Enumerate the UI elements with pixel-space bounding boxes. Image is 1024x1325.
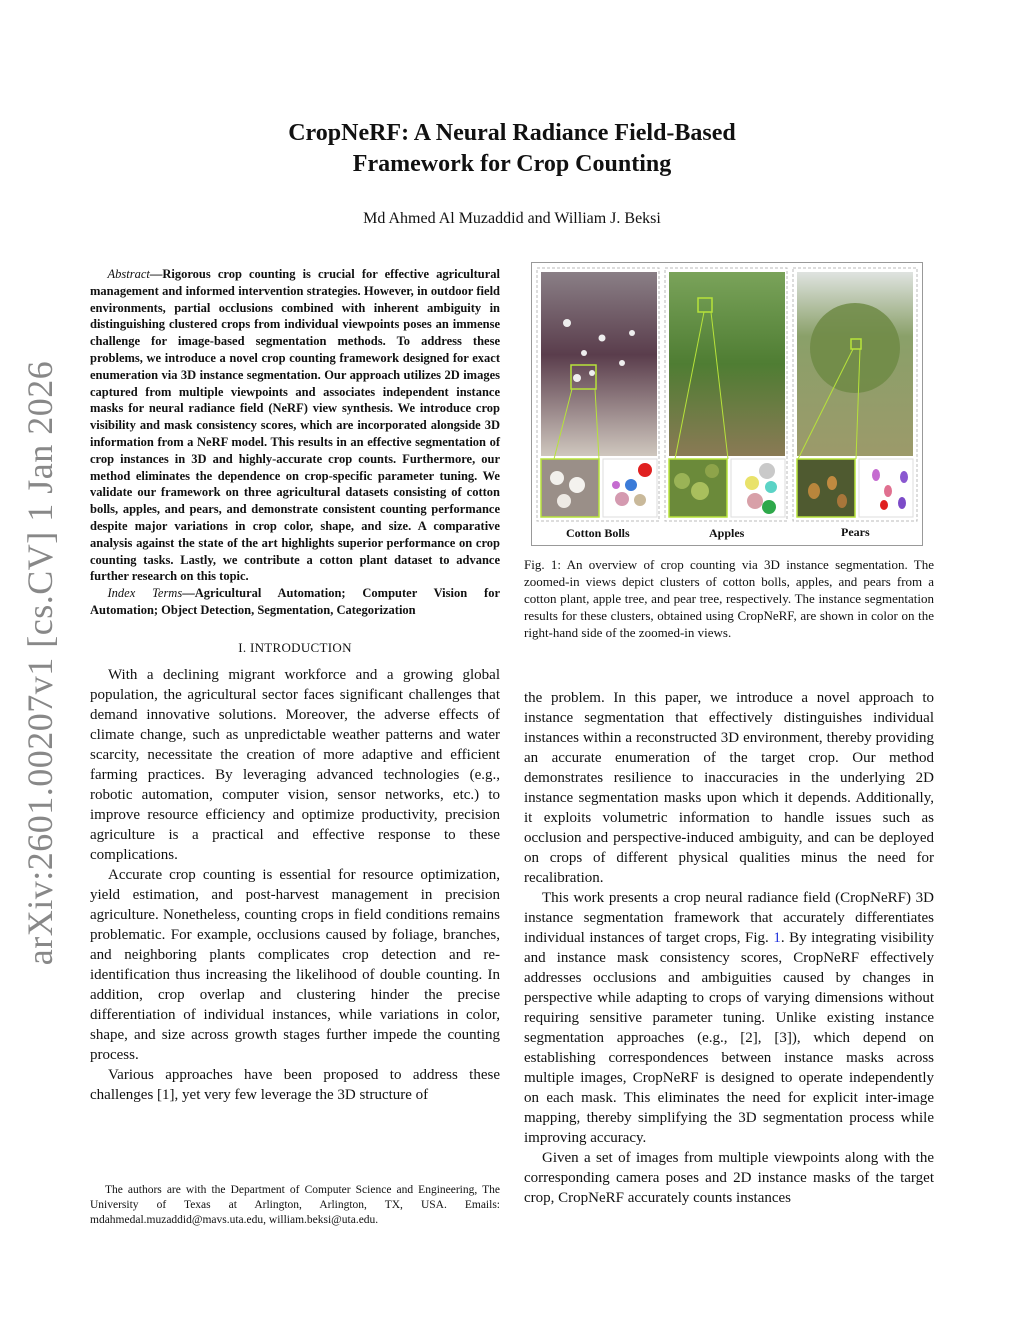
figure-label-cotton: Cotton Bolls [566, 526, 630, 540]
abstract-label: Abstract [107, 267, 150, 281]
index-terms-label: Index Terms [107, 586, 183, 601]
figure-1-caption: Fig. 1: An overview of crop counting via 3D instance segmentation. The zoomed-in views depict clusters of cotton bolls, apples, and pears from a cotton plant, apple tree, and pear tree, respectively. The instance segmentation results for these clusters, obtained using CropNeRF, are shown in color on the right-hand side of the zoomed-in views. [524, 557, 934, 640]
intro-paragraph-3: Various approaches have been proposed to address these challenges [1], yet very few leverage the 3D structure of [90, 1066, 500, 1103]
abstract-text: —Rigorous crop counting is crucial for effective agricultural management and informed intervention strategies. However, in outdoor field environments, partial occlusions combined with inherent ambiguity in distinguishing clustered crops from individual viewpoints poses an immense challenge for image-based segmentation methods. To address these problems, we introduce a novel crop counting framework designed for exact enumeration via 3D instance segmentation. Our approach utilizes 2D images captured from multiple viewpoints and associates independent instance masks for neural radiance field (NeRF) view synthesis. We introduce crop visibility and mask consistency scores, which are incorporated alongside 3D information from a NeRF model. This results in an effective segmentation of crop instances in 3D and highly-accurate crop counts. Furthermore, our method eliminates the dependence on crop-specific parameter tuning. We validate our framework on three agricultural datasets consisting of cotton bolls, apples, and pears, and demonstrate consistent counting performance despite major variations in crop color, shape, and size. A comparative analysis against the state of the art highlights superior performance on crop counting tasks. Lastly, we contribute a cotton plant dataset to advance further research on this topic. [90, 267, 500, 584]
right-paragraph-2 [524, 888, 934, 1148]
apple-tree-photo [669, 272, 785, 456]
right-paragraph-2-a: This work presents a crop neural radiance field (CropNeRF) 3D instance segmentation framework that accurately differentiates individual instances of target crops, Fig. [524, 890, 934, 946]
right-paragraph-3: Given a set of images from multiple viewpoints along with the corresponding camera poses and 2D instance masks of the target crop, CropNeRF accurately counts instances [524, 1150, 934, 1206]
paper-title [150, 118, 874, 180]
index-terms [90, 585, 500, 619]
right-paragraph-2-b: . By integrating visibility and instance mask consistency scores, CropNeRF effectively addresses occlusions and ambiguities caused by changes in perspective while adapting to crops of varying dimensions without requiring sensitive parameter tuning. Unlike existing instance segmentation approaches (e.g., [2], [3]), which depend on establishing correspondences between instance masks across multiple images, CropNeRF is designed to operate independently on each mask. This eliminates the need for explicit inter-image mapping, thereby simplifying the 3D segmentation process while improving accuracy. [524, 930, 934, 1146]
right-paragraph-1: the problem. In this paper, we introduce a novel approach to instance segmentation that effectively distinguishes individual instances within a reconstructed 3D environment, thereby providing an accurate enumeration of the target crop. Our method demonstrates resilience to inaccuracies in the underlying 2D instance segmentation masks upon which it depends. Additionally, it exploits volumetric information to handle issues such as occlusion and perspective-induced ambiguity, and can be deployed on crops of different physical qualities minus the need for recalibration. [524, 690, 934, 886]
figure-label-pears: Pears [841, 525, 870, 539]
figure-1-image [532, 263, 922, 545]
abstract [90, 266, 500, 585]
cotton-plant-photo [541, 272, 657, 456]
intro-paragraph-1: With a declining migrant workforce and a growing global population, the agricultural sector faces significant challenges that demand innovative solutions. Moreover, the adverse effects of climate change, such as unpredictable weather patterns and water scarcity, necessitate the creation of more adaptive and efficient farming practices. By leveraging advanced technologies (e.g., robotic automation, computer vision, sensor networks, etc.) to improve resource efficiency and optimize productivity, precision agriculture is a practical and effective response to these complications. [90, 666, 500, 863]
figure-1-link[interactable]: 1 [773, 930, 781, 946]
index-terms-text: —Agricultural Automation; Computer Vision for Automation; Object Detection, Segmentation, Categorization [90, 586, 500, 617]
right-column [524, 688, 934, 1208]
arxiv-stamp [10, 360, 70, 965]
arxiv-id: arXiv:2601.00207v1 [cs.CV] 1 Jan 2026 [20, 360, 60, 965]
authors: Md Ahmed Al Muzaddid and William J. Beksi [363, 210, 661, 227]
pear-zoom-photo [797, 459, 855, 517]
title-line-2: Framework for Crop Counting [352, 151, 672, 177]
footnote: The authors are with the Department of Computer Science and Engineering, The University of Texas at Arlington, Arlington, TX, USA. Emails: mdahmedal.muzaddid@mavs.uta.edu, william.beksi@uta.edu. [90, 1184, 500, 1226]
left-column [90, 266, 500, 1105]
section-heading-introduction: I. INTRODUCTION [238, 639, 352, 655]
figure-label-apples: Apples [709, 526, 745, 540]
figure-1 [531, 262, 923, 546]
title-line-1: CropNeRF: A Neural Radiance Field-Based [288, 120, 736, 146]
intro-paragraph-2: Accurate crop counting is essential for resource optimization, yield estimation, and post-harvest management in precision agriculture. Nonetheless, counting crops in field conditions remains problematic. For example, occlusions caused by foliage, branches, and neighboring plants complicates crop detection and re-identification thus increasing the likelihood of double counting. In addition, crop overlap and clustering hinder the precise differentiation of individual instances, while variations in color, shape, and size across growth stages further impede the counting process. [90, 866, 500, 1063]
